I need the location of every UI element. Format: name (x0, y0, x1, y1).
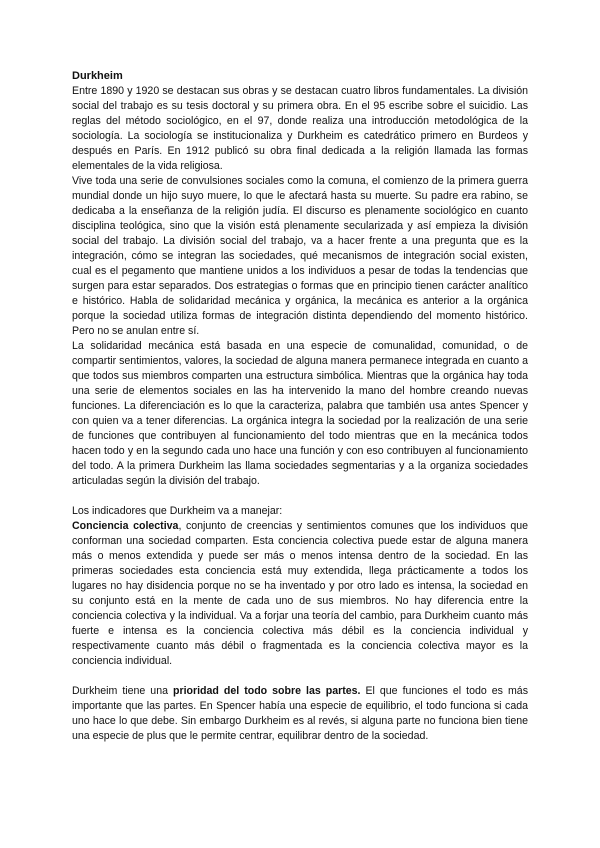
paragraph-biography: Vive toda una serie de convulsiones sociales como la comuna, el comienzo de la primera guerra mundial donde un hijo suyo muere, lo que le afectará hasta su muerte. Su padre era rabino, se dedicaba a la enseñanza de la religión judía. El discurso es plenamente sociológico en cuanto disciplina teológica, sino que la visión está plenamente secularizada y así empieza la división social del trabajo. La división social del trabajo, va a hacer frente a una pregunta que es la integración, cómo se integran las sociedades, qué mecanismos de integración social existen, cual es el pegamento que mantiene unidos a los individuos a pesar de todas la tendencias que surgen para estar separados. Dos estrategias o formas que en principio tienen carácter analítico e histórico. Habla de solidaridad mecánica y orgánica, la mecánica es anterior a la orgánica porque la sociedad utiliza formas de integración distinta dependiendo del momento histórico. Pero no se anulan entre sí. (72, 175, 528, 337)
document-body (72, 69, 528, 744)
priority-prefix: Durkheim tiene una (72, 685, 173, 697)
paragraph-priority (72, 684, 528, 744)
spacer (72, 669, 528, 684)
document-title: Durkheim (72, 70, 123, 82)
indicators-intro: Los indicadores que Durkheim va a manejar: (72, 505, 283, 517)
conciencia-term: Conciencia colectiva (72, 520, 179, 532)
paragraph-conciencia (72, 519, 528, 669)
conciencia-text: , conjunto de creencias y sentimientos comunes que los individuos que conforman una sociedad comparten. Esta conciencia colectiva puede estar de alguna manera más o menos extendida y puede ser más o menos intensa dentro de la sociedad. En las primeras sociedades esta conciencia está muy extendida, llega prácticamente a todos los lugares no hay disidencia porque no se ha inventado y por otro lado es intensa, la sociedad en su conjunto está en la mente de cada uno de sus miembros. No hay diferencia entre la conciencia colectiva y la individual. Va a forjar una teoría del cambio, para Durkheim cuanto más fuerte e intensa es la conciencia colectiva más débil es la conciencia individual y respectivamente cuanto más débil o fragmentada es la conciencia colectiva mayor es la conciencia individual. (72, 520, 528, 667)
priority-text: El que funciones el todo es más importante que las partes. En Spencer había una especie de equilibrio, el todo funciona si cada uno hace lo que debe. Sin embargo Durkheim es al revés, si alguna parte no funciona bien tiene una especie de plus que le permite centrar, equilibrar dentro de la sociedad. (72, 685, 528, 742)
paragraph-solidarity: La solidaridad mecánica está basada en una especie de comunalidad, comunidad, o de compartir sentimientos, valores, la sociedad de alguna manera permanece integrada en cuanto a que todos sus miembros comparten una estructura simbólica. Mientras que la orgánica hay toda una serie de elementos sociales en las ha intervenido la mano del hombre creando nuevas funciones. La diferenciación es lo que la caracteriza, palabra que también usa antes Spencer y con quien va a tener diferencias. La orgánica integra la sociedad por la realización de una serie de funciones que contribuyen al funcionamiento del todo mientras que en la mecánica todos hacen todo y en la segundo cada uno hace una función y con eso contribuyen al funcionamiento del todo. A la primera Durkheim las llama sociedades segmentarias y a la organiza sociedades articuladas según la división del trabajo. (72, 340, 528, 487)
spacer (72, 489, 528, 504)
priority-term: prioridad del todo sobre las partes. (172, 685, 361, 697)
paragraph-works: Entre 1890 y 1920 se destacan sus obras y se destacan cuatro libros fundamentales. La división social del trabajo es su tesis doctoral y su primera obra. En el 95 escribe sobre el suicidio. Las reglas del método sociológico, en el 97, donde realiza una introducción metodológica de la sociología. La sociología se institucionaliza y Durkheim es catedrático primero en Burdeos y después en París. En 1912 publicó su obra final dedicada a la religión llamada las formas elementales de la vida religiosa. (72, 85, 528, 172)
